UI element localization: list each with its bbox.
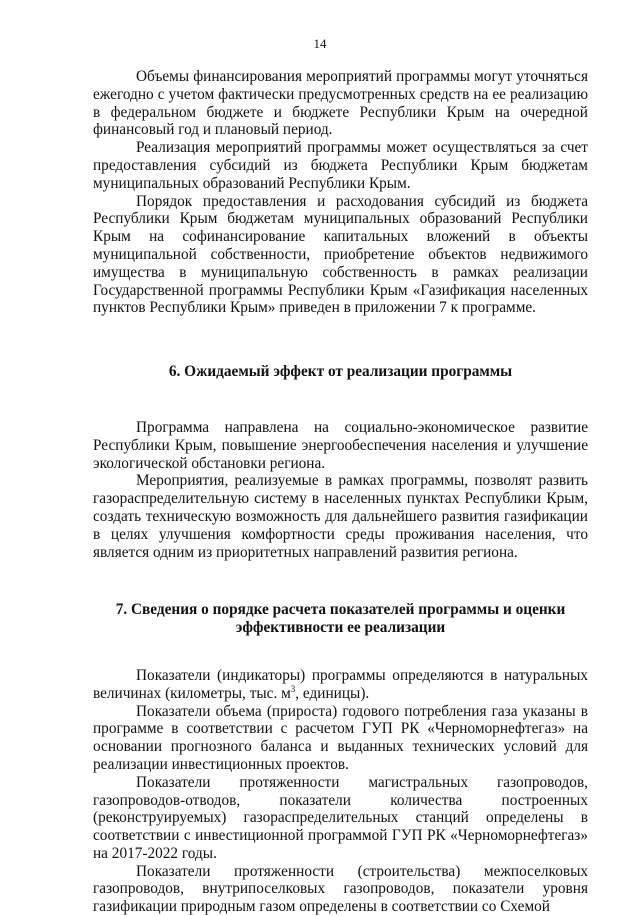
- document-body: [93, 68, 588, 916]
- paragraph-indicators: [93, 667, 588, 703]
- superscript-3: 3: [290, 683, 296, 694]
- section-7-heading-line1: 7. Сведения о порядке расчета показателей программы и оценки: [115, 601, 566, 619]
- paragraph-gas-consumption: Показатели объема (прироста) годового потребления газа указаны в программе в соответствии с расчетом ГУП РК «Черноморнефтегаз» на основании прогнозного баланса и выданных технических условий для реализации инвестиционных проектов.: [93, 702, 588, 773]
- section-7-heading-line2: эффективности ее реализации: [235, 619, 446, 637]
- paragraph-subsidies: Реализация мероприятий программы может осуществляться за счет предоставления субсидий из бюджета Республики Крым бюджетам муниципальных образований Республики Крым.: [93, 139, 588, 192]
- paragraph-pipeline-length: Показатели протяженности магистральных газопроводов, газопроводов-отводов, показатели количества построенных (реконструируемых) газораспределительных станций определены в соответствии с инвестиционной программой ГУП РК «Черноморнефтегаз» на 2017-2022 годы.: [93, 773, 588, 862]
- section-6-heading: 6. Ожидаемый эффект от реализации программы: [168, 363, 513, 381]
- paragraph-financing: Объемы финансирования мероприятий программы могут уточняться ежегодно с учетом фактически предусмотренных средств на ее реализацию в федеральном бюджете и бюджете Республики Крым на очередной финансовый год и плановый период.: [93, 68, 588, 139]
- section-7-heading: [93, 601, 588, 637]
- indicators-text-end: , единицы).: [295, 684, 370, 702]
- paragraph-intersettlement: Показатели протяженности (строительства) межпоселковых газопроводов, внутрипоселковых газопроводов, показатели уровня газификации природным газом определены в соответствии со Схемой: [93, 862, 588, 916]
- page-number: 14: [313, 36, 327, 51]
- indicators-text: Показатели (индикаторы) программы определяются в натуральных величинах (километры, тыс. м: [93, 666, 588, 702]
- paragraph-program-aim: Программа направлена на социально-экономическое развитие Республики Крым, повышение энергообеспечения населения и улучшение экологической обстановки региона.: [93, 418, 588, 472]
- paragraph-program-measures: Мероприятия, реализуемые в рамках программы, позволят развить газораспределительную систему в населенных пунктах Республики Крым, создать техническую возможность для дальнейшего развития газификации в целях улучшения комфортности среды проживания населения, что является одним из приоритетных направлений развития региона.: [93, 472, 588, 561]
- paragraph-subsidy-procedure: Порядок предоставления и расходования субсидий из бюджета Республики Крым бюджетам муниципальных образований Республики Крым на софинансирование капитальных вложений в объекты муниципальной собственности, приобретение объектов недвижимого имущества в муниципальную собственность в рамках реализации Государственной программы Республики Крым «Газификация населенных пунктов Республики Крым» приведен в приложении 7 к программе.: [93, 192, 588, 317]
